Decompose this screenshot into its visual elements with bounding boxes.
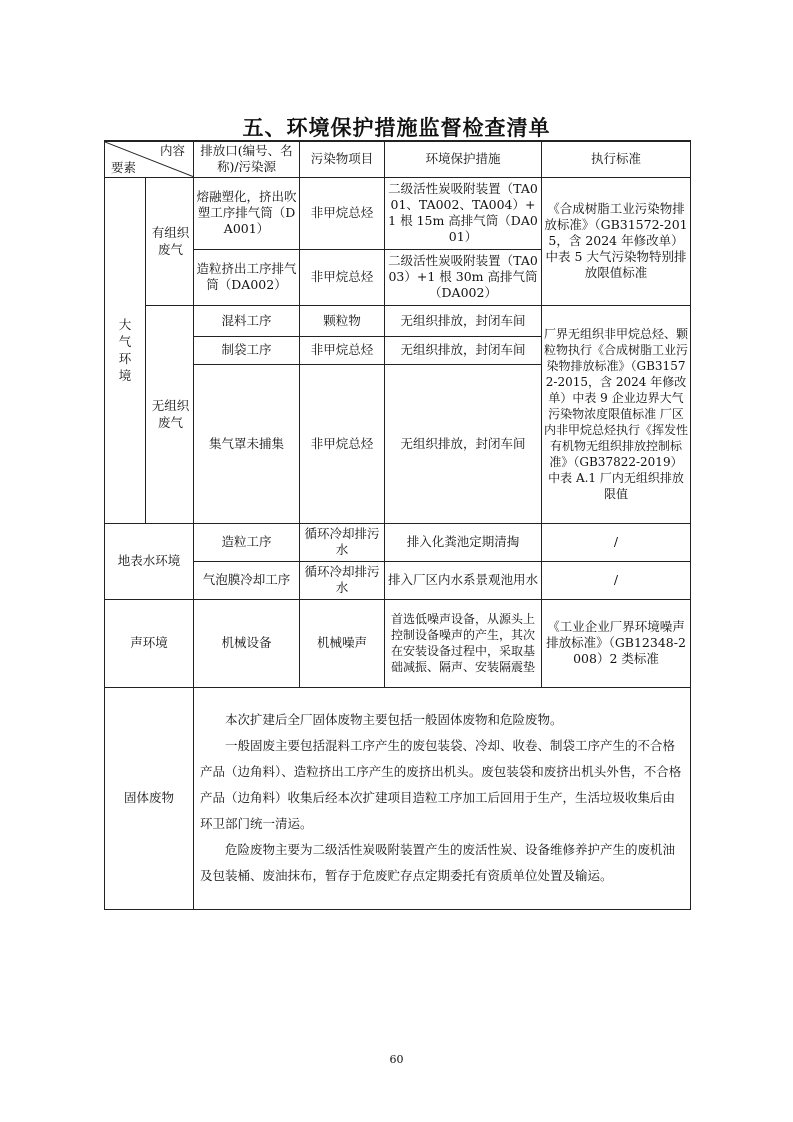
- page-number: 60: [389, 1053, 404, 1066]
- measure-cell: 首选低噪声设备，从源头上控制设备噪声的产生，其次在安装设备过程中，采取基础减振、隔声、安装隔震垫: [385, 599, 542, 687]
- solid-paragraph: 危险废物主要为二级活性炭吸附装置产生的废活性炭、设备维修养护产生的废机油及包装桶、废油抹布，暂存于危废贮存点定期委托有资质单位处置及输运。: [200, 842, 676, 883]
- pollutant-cell: 非甲烷总烃: [300, 336, 385, 364]
- source-cell: 机械设备: [194, 599, 300, 687]
- air-category-cell: [105, 177, 146, 523]
- source-cell: 集气罩未捕集: [194, 364, 300, 523]
- pollutant-cell: 机械噪声: [300, 599, 385, 687]
- solid-paragraph: 本次扩建后全厂固体废物主要包括一般固体废物和危险废物。: [225, 712, 563, 727]
- table-row: [105, 177, 691, 249]
- measure-cell: 排入厂区内水系景观池用水: [385, 561, 542, 599]
- source-cell: 造粒工序: [194, 523, 300, 561]
- pollutant-cell: 循环冷却排污水: [300, 561, 385, 599]
- source-cell: 制袋工序: [194, 336, 300, 364]
- organized-label: 有组织废气: [151, 225, 190, 257]
- measure-cell: 无组织排放，封闭车间: [385, 305, 542, 336]
- pollutant-cell: 非甲烷总烃: [300, 177, 385, 249]
- table-row: [105, 599, 691, 687]
- source-cell: 气泡膜冷却工序: [194, 561, 300, 599]
- table-row: [105, 687, 691, 909]
- measure-cell: 二级活性炭吸附装置（TA003）+1 根 30m 高排气筒（DA002）: [385, 249, 542, 305]
- air-category: 大气环境: [118, 317, 132, 383]
- diagonal-header-cell: [105, 141, 194, 177]
- source-cell: 熔融塑化，挤出吹塑工序排气筒（DA001）: [194, 177, 300, 249]
- organized-label-cell: [146, 177, 194, 305]
- header-element-label: 要素: [111, 159, 137, 175]
- header-content-label: 内容: [159, 143, 185, 158]
- standard-cell: /: [542, 523, 691, 561]
- noise-category: 声环境: [105, 599, 194, 687]
- measure-cell: 二级活性炭吸附装置（TA001、TA002、TA004）+1 根 15m 高排气筒（DA001）: [385, 177, 542, 249]
- measure-cell: 无组织排放，封闭车间: [385, 336, 542, 364]
- unorganized-standard: 厂界无组织非甲烷总烃、颗粒物执行《合成树脂工业污染物排放标准》（GB31572-2015，含 2024 年修改单）中表 9 企业边界大气污染物浓度限值标准 厂区内非甲烷总烃执行《挥发性有机物无组织排放控制标准》（GB37822-2019）中表 A.1 厂内无组织排放限值: [542, 305, 691, 523]
- source-cell: 造粒挤出工序排气筒（DA002）: [194, 249, 300, 305]
- pollutant-cell: 非甲烷总烃: [300, 249, 385, 305]
- standard-cell: 《工业企业厂界环境噪声排放标准》（GB12348-2008）2 类标准: [542, 599, 691, 687]
- inspection-table: [104, 140, 691, 910]
- header-pollutant: 污染物项目: [300, 141, 385, 177]
- pollutant-cell: 循环冷却排污水: [300, 523, 385, 561]
- pollutant-cell: 非甲烷总烃: [300, 364, 385, 523]
- table-row: [105, 305, 691, 336]
- table-row: [105, 523, 691, 561]
- header-outlet: 排放口(编号、名称)/污染源: [194, 141, 300, 177]
- solid-description-cell: [194, 687, 691, 909]
- standard-cell: /: [542, 561, 691, 599]
- header-row: [105, 141, 691, 177]
- pollutant-cell: 颗粒物: [300, 305, 385, 336]
- organized-standard: 《合成树脂工业污染物排放标准》（GB31572-2015，含 2024 年修改单）中表 5 大气污染物特别排放限值标准: [542, 177, 691, 305]
- measure-cell: 排入化粪池定期清掏: [385, 523, 542, 561]
- unorganized-label: 无组织废气: [151, 398, 190, 430]
- header-standard: 执行标准: [542, 141, 691, 177]
- solid-category: 固体废物: [105, 687, 194, 909]
- page-title: 五、环境保护措施监督检查清单: [242, 116, 551, 140]
- water-category: 地表水环境: [105, 523, 194, 599]
- measure-cell: 无组织排放，封闭车间: [385, 364, 542, 523]
- unorganized-label-cell: [146, 305, 194, 523]
- source-cell: 混料工序: [194, 305, 300, 336]
- solid-paragraph: 一般固废主要包括混料工序产生的废包装袋、冷却、收卷、制袋工序产生的不合格产品（边角料）、造粒挤出工序产生的废挤出机头。废包装袋和废挤出机头外售，不合格产品（边角料）收集后经本次扩建项目造粒工序加工后回用于生产，生活垃圾收集后由环卫部门统一清运。: [200, 738, 682, 831]
- header-measure: 环境保护措施: [385, 141, 542, 177]
